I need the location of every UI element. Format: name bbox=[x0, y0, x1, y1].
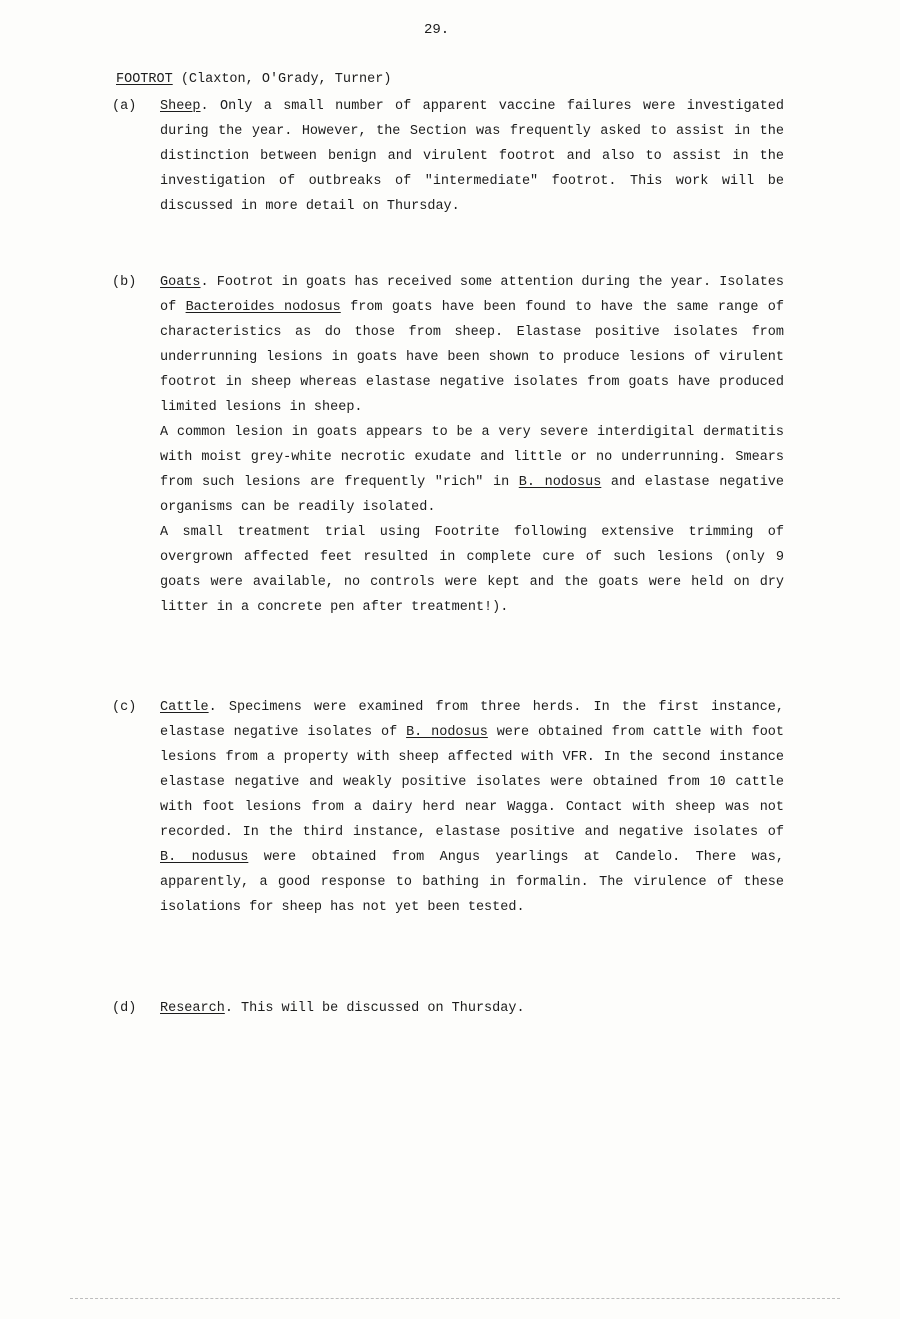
item-label: (b) bbox=[112, 275, 137, 290]
paragraph bbox=[160, 520, 784, 620]
organism-name: Bacteroides nodosus bbox=[185, 300, 341, 315]
paragraph-text: were obtained from cattle with foot lesions from a property with sheep affected with VFR. In the second instance elastase negative and weakly positive isolates were obtained from 10 cattle with foot lesions from a dairy herd near Wagga. Contact with sheep was not recorded. In the third instance, elastase positive and negative isolates of bbox=[160, 725, 785, 840]
paragraph bbox=[160, 94, 784, 219]
paragraph-text: A small treatment trial using Footrite following extensive trimming of overgrown affected feet resulted in complete cure of such lesions (only 9 goats were available, no controls were kept and the goats were held on dry litter in a concrete pen after treatment!). bbox=[160, 525, 784, 615]
section-goats bbox=[112, 270, 792, 620]
heading-title: FOOTROT bbox=[116, 72, 173, 87]
item-body bbox=[160, 94, 784, 219]
item-title: Cattle bbox=[160, 700, 209, 715]
paragraph-text: . This will be discussed on Thursday. bbox=[224, 1001, 525, 1016]
item-label: (d) bbox=[112, 1001, 137, 1016]
item-title: Goats bbox=[160, 275, 201, 290]
paragraph bbox=[160, 695, 784, 920]
item-label: (a) bbox=[112, 99, 137, 114]
heading-authors: (Claxton, O'Grady, Turner) bbox=[180, 72, 392, 87]
organism-name: B. nodosus bbox=[406, 725, 488, 740]
section-heading bbox=[116, 72, 391, 87]
paragraph-text: and elastase negative organisms can be readily isolated. bbox=[160, 475, 785, 515]
page-bottom-rule bbox=[70, 1298, 840, 1299]
paragraph-text: . Specimens were examined from three herds. In the first instance, elastase negative isolates of bbox=[160, 700, 784, 740]
paragraph bbox=[160, 996, 784, 1021]
paragraph bbox=[160, 270, 784, 420]
item-body bbox=[160, 270, 784, 620]
item-label: (c) bbox=[112, 700, 137, 715]
item-body bbox=[160, 695, 784, 920]
paragraph-text: from goats have been found to have the same range of characteristics as do those from sheep. Elastase positive isolates from underrunning lesions in goats have been shown to produce lesions of virulent footrot in sheep whereas elastase negative isolates from goats have produced limited lesions in sheep. bbox=[160, 300, 784, 415]
paragraph bbox=[160, 420, 784, 520]
paragraph-text: were obtained from Angus yearlings at Candelo. There was, apparently, a good response to bathing in formalin. The virulence of these isolations for sheep has not yet been tested. bbox=[160, 850, 784, 915]
item-title: Sheep bbox=[160, 99, 201, 114]
organism-name: B. nodusus bbox=[160, 850, 249, 865]
organism-name: B. nodosus bbox=[518, 475, 602, 490]
section-research bbox=[112, 996, 792, 1021]
section-sheep bbox=[112, 94, 792, 219]
page-number: 29. bbox=[424, 22, 450, 38]
paragraph-text: A common lesion in goats appears to be a very severe interdigital dermatitis with moist grey-white necrotic exudate and little or no underrunning. Smears from such lesions are frequently "rich" in bbox=[160, 425, 784, 490]
section-cattle bbox=[112, 695, 792, 920]
paragraph-text: . Only a small number of apparent vaccine failures were investigated during the year. However, the Section was frequently asked to assist in the distinction between benign and virulent footrot and also to assist in the investigation of outbreaks of "intermediate" footrot. This work will be discussed in more detail on Thursday. bbox=[160, 99, 784, 214]
item-title: Research bbox=[160, 1001, 225, 1016]
item-body bbox=[160, 996, 784, 1021]
paragraph-text: . Footrot in goats has received some attention during the year. Isolates of bbox=[160, 275, 784, 315]
